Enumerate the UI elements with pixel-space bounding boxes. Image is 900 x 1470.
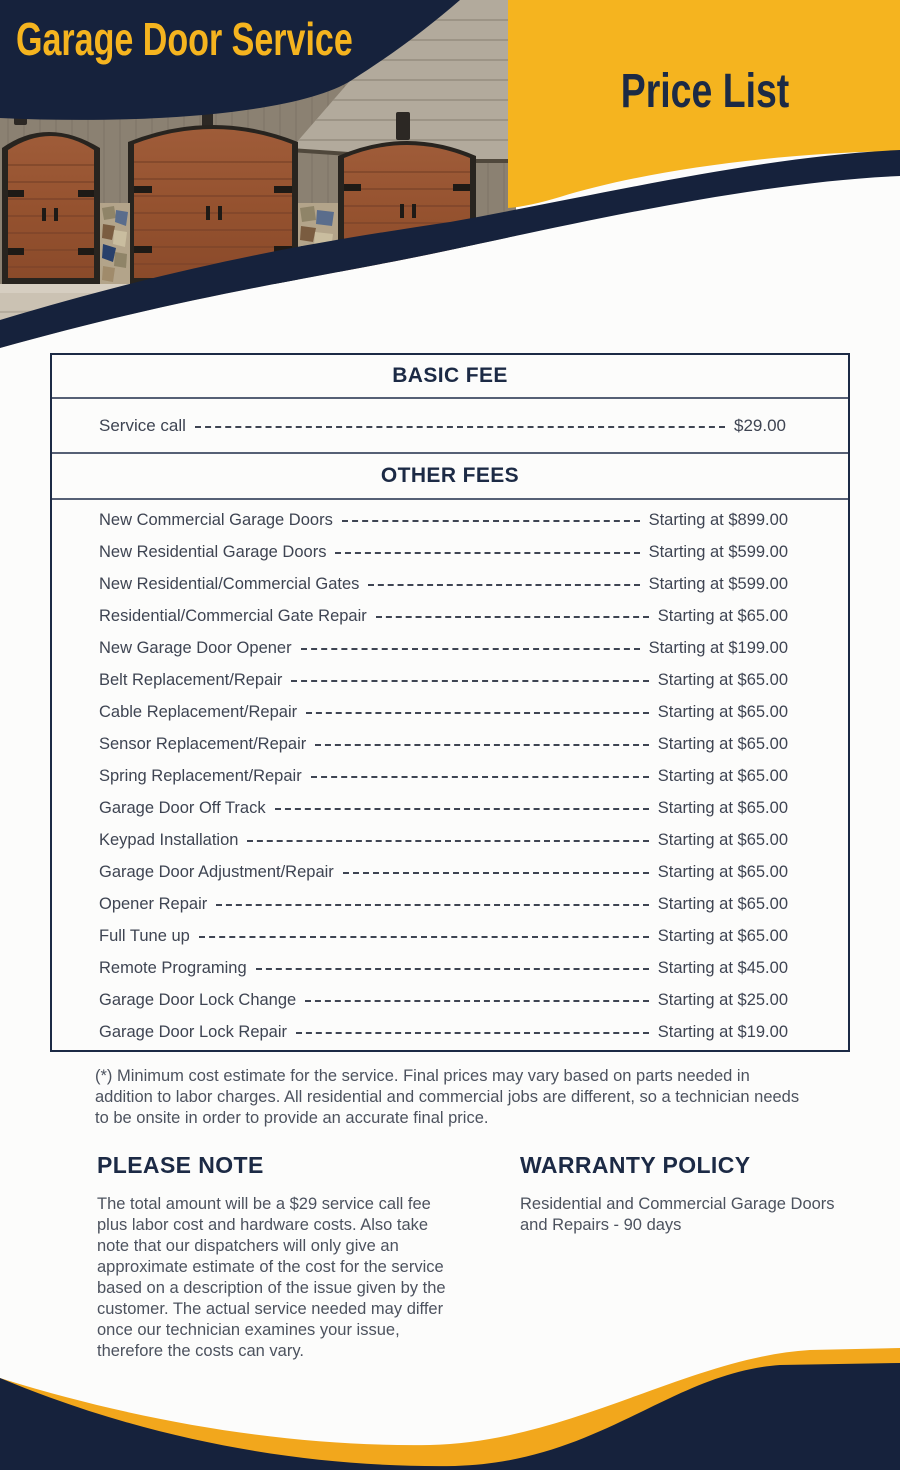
dash-leader	[306, 712, 649, 714]
stone-pillar	[100, 203, 130, 288]
fee-row	[52, 664, 848, 696]
other-fees-header: OTHER FEES	[52, 454, 848, 500]
fee-label: Belt Replacement/Repair	[99, 670, 283, 689]
fee-label: New Commercial Garage Doors	[99, 510, 333, 529]
fee-label: Keypad Installation	[99, 830, 239, 849]
fee-label: Cable Replacement/Repair	[99, 702, 298, 721]
fee-row	[52, 568, 848, 600]
fee-row	[52, 1016, 848, 1048]
fee-price: Starting at $65.00	[657, 606, 788, 625]
please-note-heading: PLEASE NOTE	[97, 1152, 264, 1178]
dash-leader	[311, 776, 649, 778]
fee-price: Starting at $65.00	[657, 766, 788, 785]
bottom-wave	[0, 1325, 900, 1470]
fee-label: Garage Door Adjustment/Repair	[99, 862, 334, 881]
fee-label: Service call	[99, 415, 186, 435]
fee-label: Garage Door Off Track	[99, 798, 266, 817]
fee-price: Starting at $65.00	[657, 862, 788, 881]
fee-label: Full Tune up	[99, 926, 190, 945]
fee-row	[52, 760, 848, 792]
fee-row	[52, 920, 848, 952]
disclaimer-text: (*) Minimum cost estimate for the service. Final prices may vary based on parts needed in addition to labor charges. All residential and commercial jobs are different, so a technician needs to be onsite in order to provide an accurate final price.	[95, 1067, 800, 1127]
fee-label: New Residential Garage Doors	[99, 542, 327, 561]
fee-price: Starting at $65.00	[657, 734, 788, 753]
fee-label: Remote Programing	[99, 958, 247, 977]
dash-leader	[216, 904, 649, 906]
fee-row	[52, 536, 848, 568]
dash-leader	[343, 872, 649, 874]
fee-price: $29.00	[734, 415, 786, 435]
dash-leader	[342, 520, 640, 522]
fee-price: Starting at $19.00	[657, 1022, 788, 1041]
garage-door	[2, 120, 100, 284]
fee-row	[52, 824, 848, 856]
fee-price: Starting at $599.00	[648, 542, 788, 561]
warranty-policy-heading: WARRANTY POLICY	[520, 1152, 751, 1178]
warranty-policy-body: Residential and Commercial Garage Doors and Repairs - 90 days	[520, 1195, 835, 1234]
fee-label: Sensor Replacement/Repair	[99, 734, 307, 753]
fee-price: Starting at $45.00	[657, 958, 788, 977]
dash-leader	[301, 648, 640, 650]
fee-row	[52, 600, 848, 632]
fee-row-service-call	[52, 399, 848, 454]
page-title: Price List	[620, 65, 790, 118]
fee-row	[52, 504, 848, 536]
dash-leader	[247, 840, 648, 842]
fee-label: Residential/Commercial Gate Repair	[99, 606, 367, 625]
fee-label: Garage Door Lock Change	[99, 990, 297, 1009]
fee-row	[52, 792, 848, 824]
fee-row	[52, 728, 848, 760]
dash-leader	[199, 936, 649, 938]
fee-price: Starting at $65.00	[657, 926, 788, 945]
fee-label: Spring Replacement/Repair	[99, 766, 302, 785]
fee-price: Starting at $65.00	[657, 670, 788, 689]
fee-label: New Garage Door Opener	[99, 638, 292, 657]
fee-row	[52, 984, 848, 1016]
fee-row	[52, 856, 848, 888]
fee-label: Garage Door Lock Repair	[99, 1022, 288, 1041]
fee-row	[52, 952, 848, 984]
basic-fee-header: BASIC FEE	[52, 355, 848, 399]
fee-price: Starting at $599.00	[648, 574, 788, 593]
fee-price: Starting at $65.00	[657, 894, 788, 913]
please-note-body: The total amount will be a $29 service call fee plus labor cost and hardware costs. Also take note that our dispatchers will only give an approximate estimate of the cost for the service based on a description of the issue given by the customer. The actual service needed may differ once our technician examines your issue, therefore the costs can vary.	[97, 1195, 446, 1360]
fee-row	[52, 888, 848, 920]
dash-leader	[335, 552, 639, 554]
fee-row	[52, 696, 848, 728]
other-fees-list	[52, 500, 848, 1052]
fee-price: Starting at $25.00	[657, 990, 788, 1009]
fee-row	[52, 632, 848, 664]
fee-price: Starting at $899.00	[648, 510, 788, 529]
dash-leader	[305, 1000, 649, 1002]
fee-price: Starting at $65.00	[657, 798, 788, 817]
dash-leader	[315, 744, 648, 746]
dash-leader	[368, 584, 639, 586]
fee-price: Starting at $199.00	[648, 638, 788, 657]
dash-leader	[256, 968, 649, 970]
fee-label: New Residential/Commercial Gates	[99, 574, 360, 593]
fee-price: Starting at $65.00	[657, 702, 788, 721]
dash-leader	[195, 426, 725, 428]
fee-label: Opener Repair	[99, 894, 208, 913]
dash-leader	[291, 680, 648, 682]
dash-leader	[296, 1032, 649, 1034]
brand-title: Garage Door Service	[16, 13, 353, 65]
price-table	[50, 353, 850, 1052]
dash-leader	[275, 808, 649, 810]
dash-leader	[376, 616, 649, 618]
fee-price: Starting at $65.00	[657, 830, 788, 849]
